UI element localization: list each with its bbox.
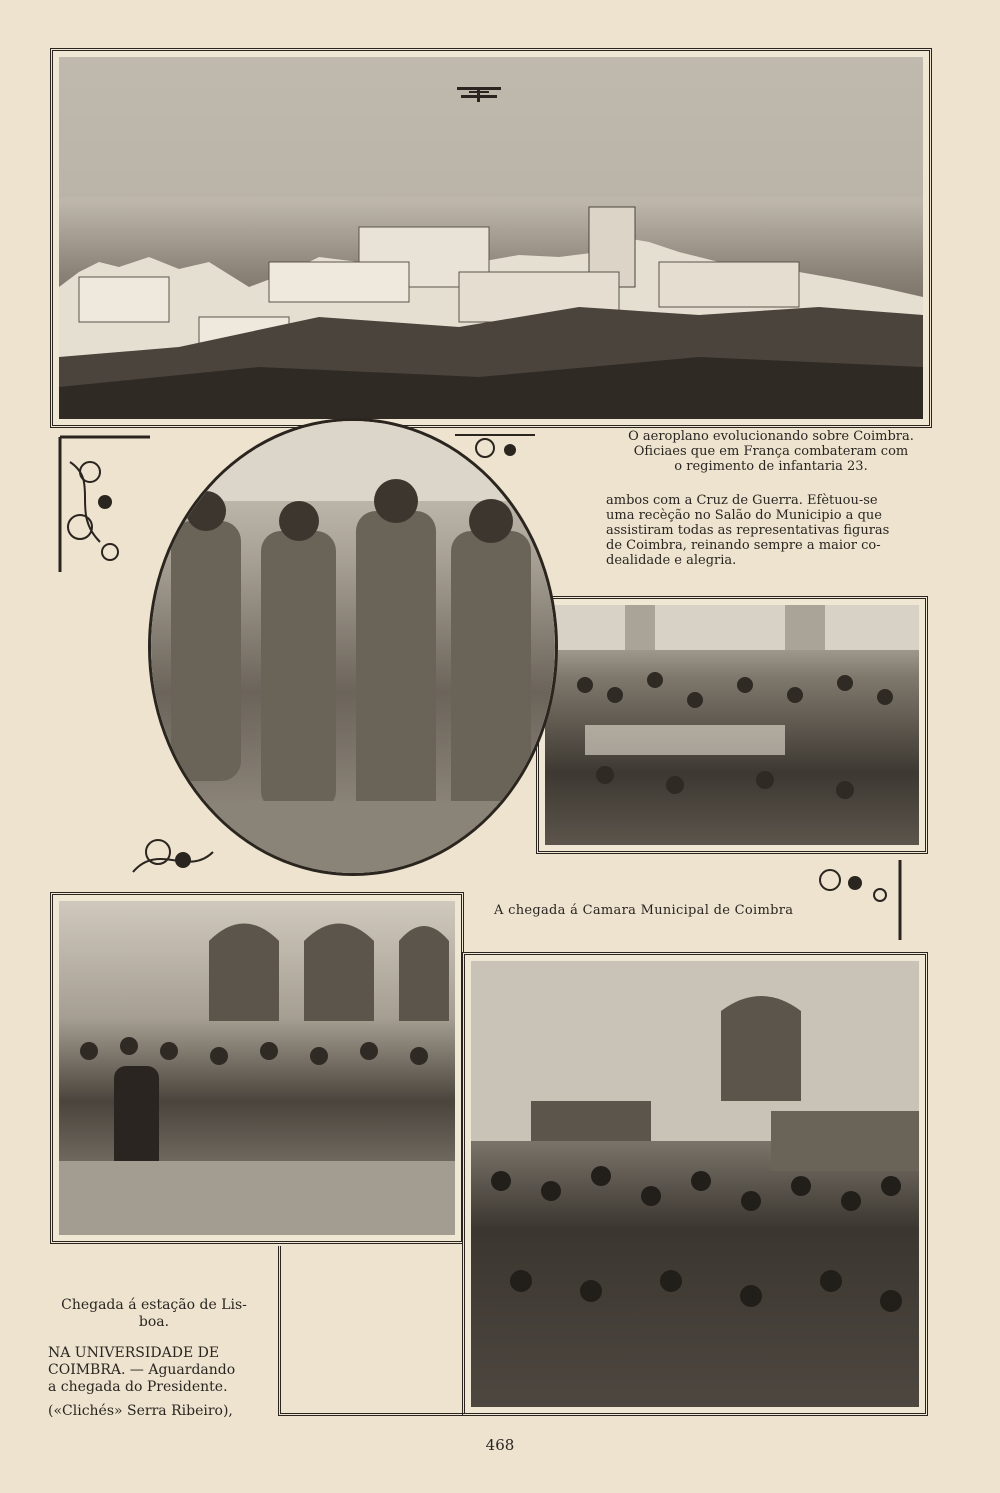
officers-caption-line2: o regimento de infantaria 23. <box>674 459 868 474</box>
camara-caption: A chegada á Camara Municipal de Coimbra <box>494 903 794 918</box>
universidade-caption-line1: NA UNIVERSIDADE DE <box>48 1345 220 1361</box>
floral-ornament-icon <box>800 855 910 945</box>
body-text-line3: assistiram todas as representativas figuras <box>606 523 890 538</box>
officers-caption-line1: Oficiaes que em França combateram com <box>633 444 909 459</box>
universidade-caption-line2: COIMBRA. — Aguardando <box>48 1362 236 1378</box>
estacao-photo-frame <box>50 892 464 1244</box>
camara-crowd-photo <box>545 605 919 845</box>
aeroplane-caption <box>606 429 936 474</box>
universidade-photo-frame <box>462 952 928 1416</box>
aeroplane-caption-line: O aeroplano evolucionando sobre Coimbra. <box>628 429 914 444</box>
coimbra-cityscape-photo <box>59 57 923 419</box>
body-text-line2: uma recèção no Salão do Municipio a que <box>606 508 882 523</box>
body-text-line5: dealidade e alegria. <box>606 553 737 568</box>
coimbra-photo-frame <box>50 48 932 428</box>
photo-credit: («Clichés» Serra Ribeiro), <box>48 1403 233 1419</box>
estacao-caption <box>48 1297 260 1331</box>
universidade-caption-line3: a chegada do Presidente. <box>48 1379 228 1395</box>
estacao-caption-line2: boa. <box>138 1314 170 1330</box>
universidade-caption <box>48 1345 260 1396</box>
university-crowd-photo <box>471 961 919 1407</box>
officers-portrait-photo <box>151 421 555 873</box>
body-text-line4: de Coimbra, reinando sempre a maior co- <box>606 538 881 553</box>
floral-ornament-icon <box>50 432 160 582</box>
camara-photo-frame <box>536 596 928 854</box>
universidade-inset-border <box>278 1246 468 1416</box>
body-text <box>606 493 936 568</box>
station-band-photo <box>59 901 455 1235</box>
estacao-caption-line1: Chegada á estação de Lis- <box>61 1297 247 1313</box>
officers-photo-frame <box>148 418 558 876</box>
page-number: 468 <box>485 1436 515 1454</box>
body-text-line1: ambos com a Cruz de Guerra. Efètuou-se <box>606 493 878 508</box>
